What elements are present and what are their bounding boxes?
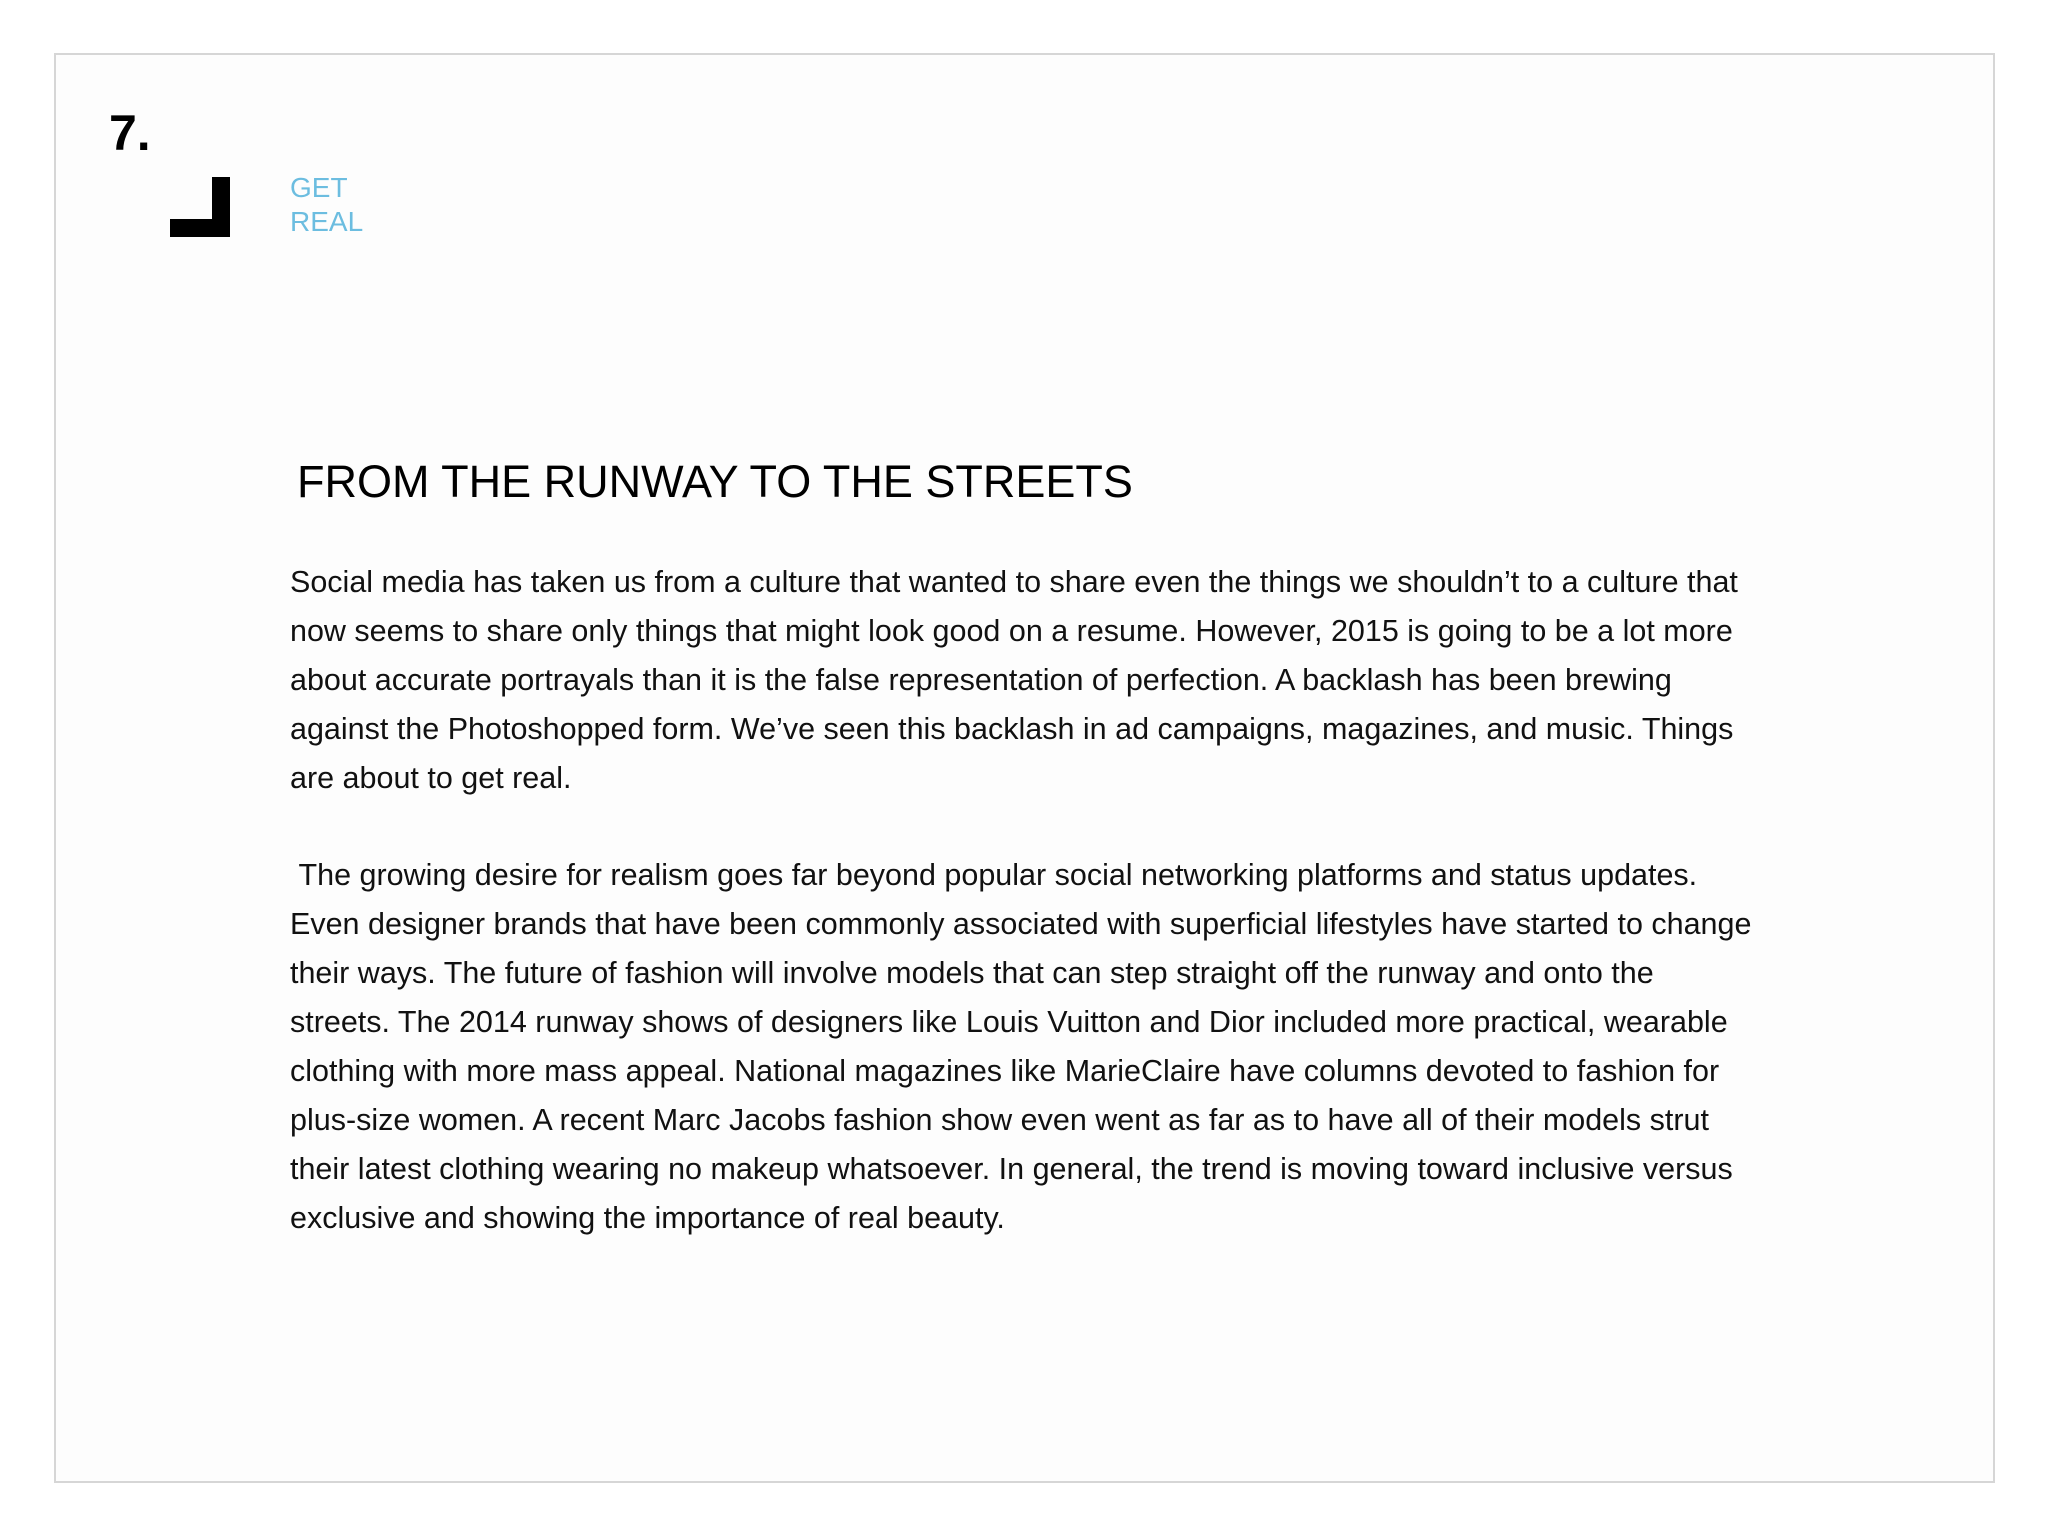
section-label-line-1: GET [290,172,348,203]
page-title: FROM THE RUNWAY TO THE STREETS [297,456,1133,507]
corner-bracket-icon [170,177,230,237]
corner-bracket-horizontal-bar [170,219,230,237]
body-paragraph-1: Social media has taken us from a culture that wanted to share even the things we shouldn’t to a culture that now seems to share only things that might look good on a resume. However, 2015 is going to be a lot more about accurate portrayals than it is the false representation of perfection. A backlash has been brewing against the Photoshopped form. We’ve seen this backlash in ad campaigns, magazines, and music. Things are about to get real. [290,565,1738,795]
body-paragraph-2: The growing desire for realism goes far beyond popular social networking platforms and status updates. Even designer brands that have been commonly associated with superficial lifestyles have started to change their ways. The future of fashion will involve models that can step straight off the runway and onto the streets. The 2014 runway shows of designers like Louis Vuitton and Dior included more practical, wearable clothing with more mass appeal. National magazines like MarieClaire have columns devoted to fashion for plus-size women. A recent Marc Jacobs fashion show even went as far as to have all of their models strut their latest clothing wearing no makeup whatsoever. In general, the trend is moving toward inclusive versus exclusive and showing the importance of real beauty. [290,858,1752,1235]
section-label-line-2: REAL [290,206,364,237]
section-label [290,171,363,239]
slide-number: 7. [109,105,151,161]
